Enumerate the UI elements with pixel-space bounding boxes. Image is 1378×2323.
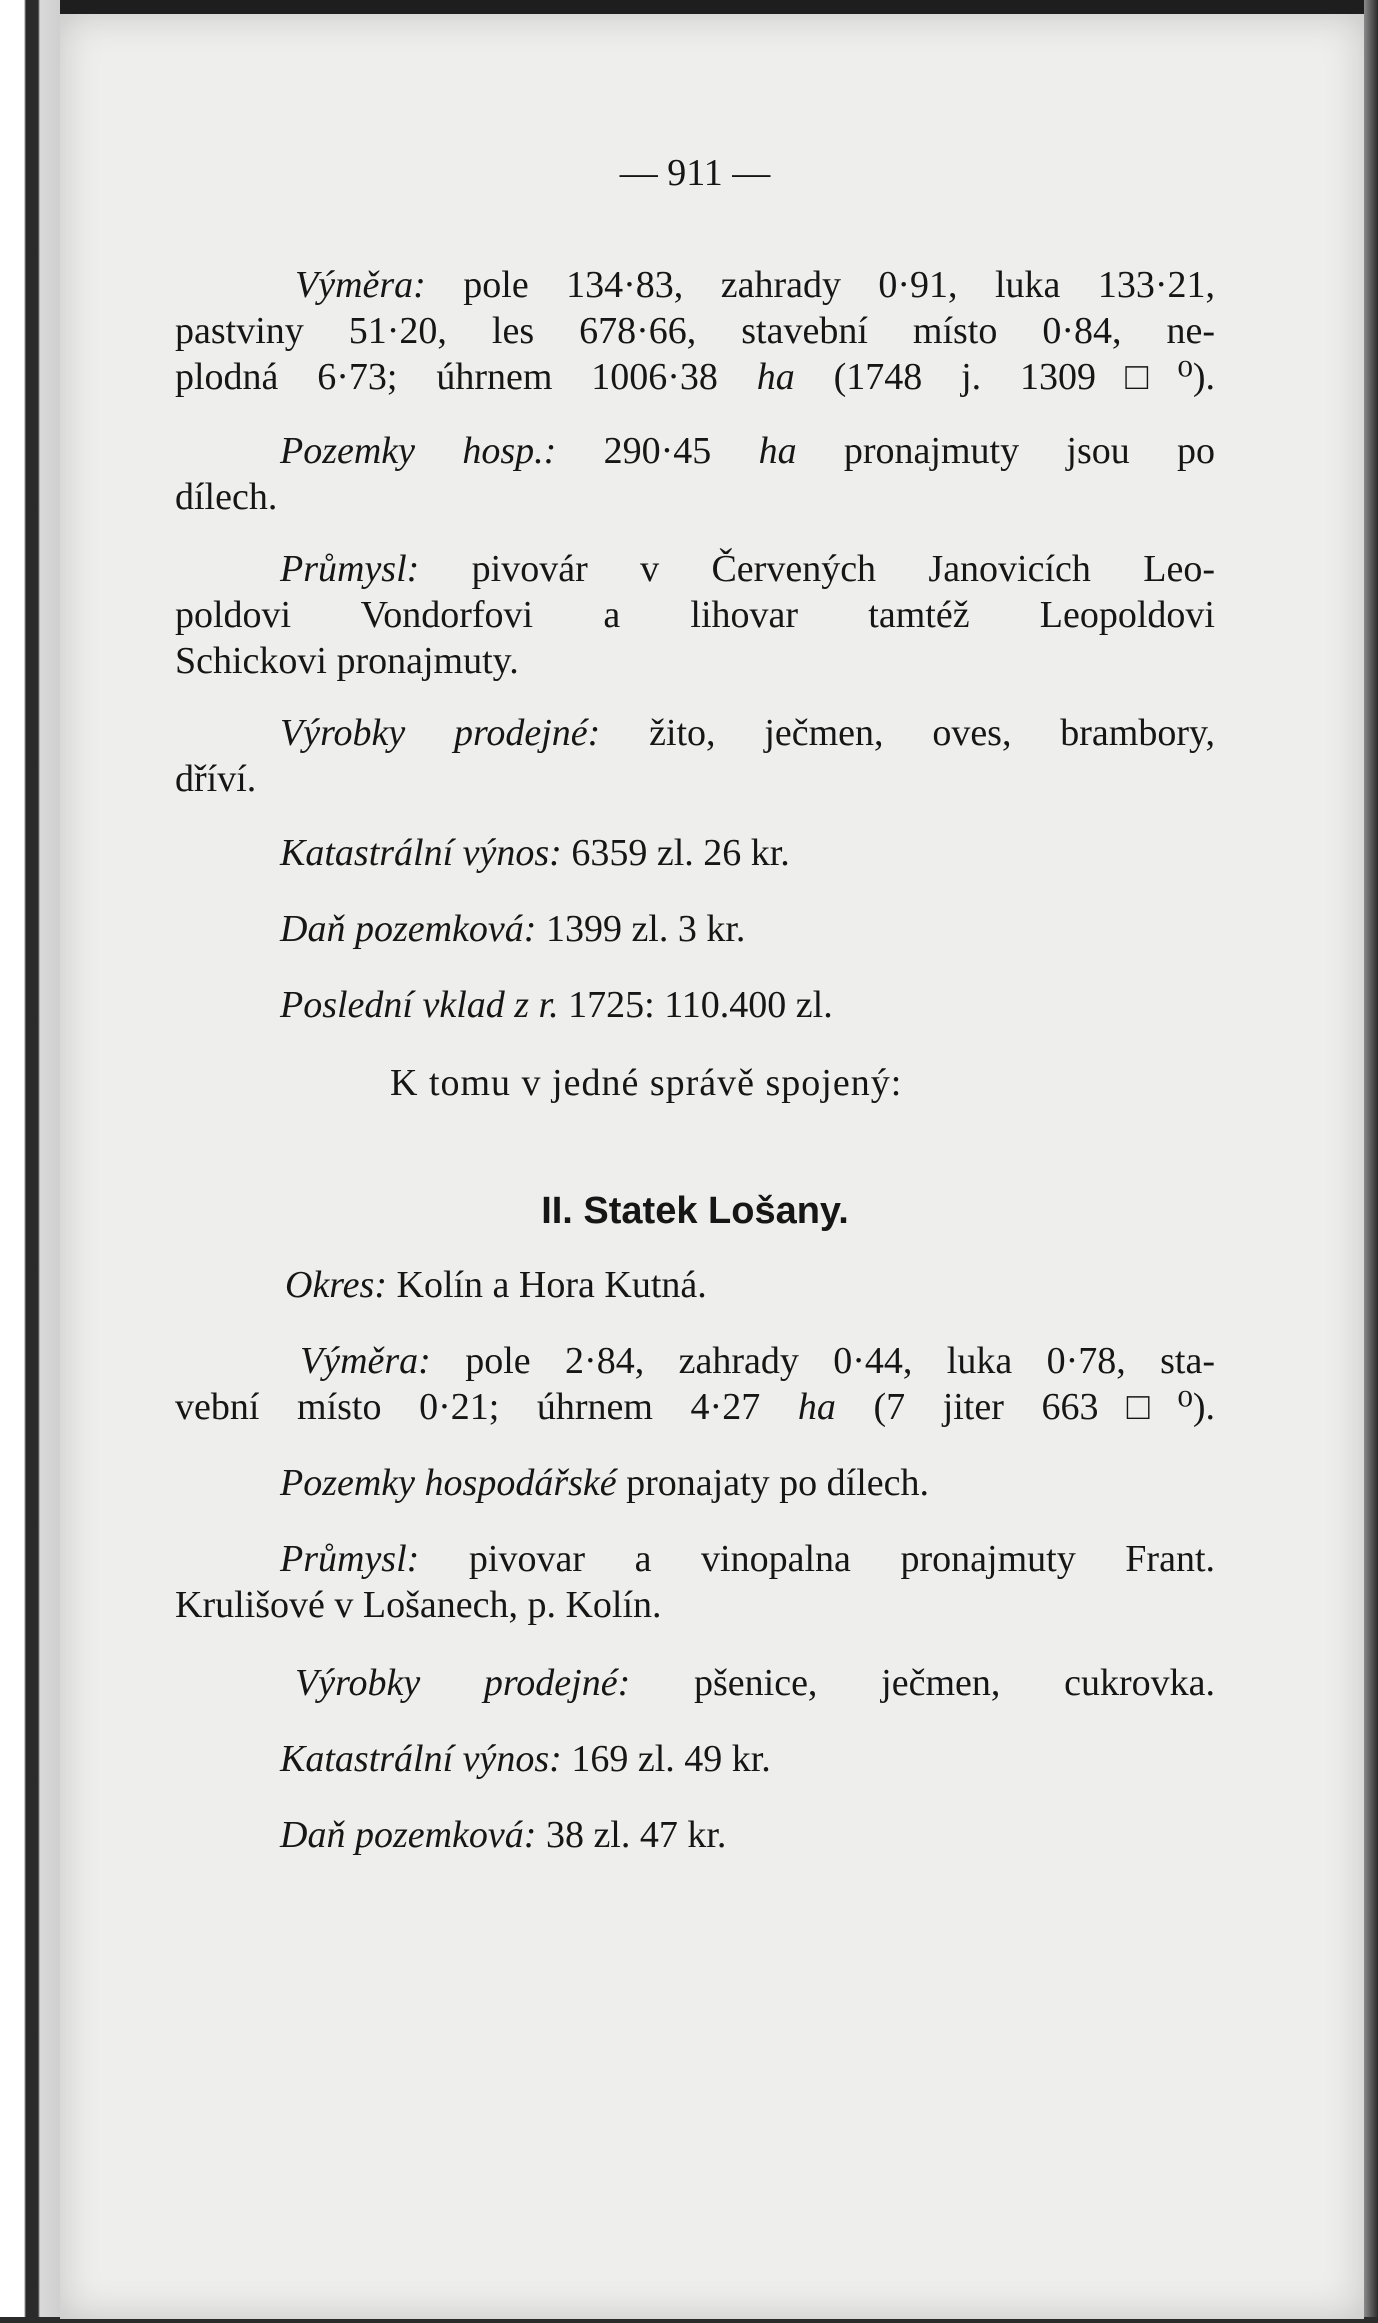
vymera2-line-2: vební místo 0·21; úhrnem 4·27 ha (7 jiter 663□⁰). (175, 1386, 1216, 1428)
vklad-line: Poslední vklad z r. 1725: 110.400 zl. (280, 984, 833, 1026)
prumysl-label: Průmysl: (280, 548, 420, 590)
okres-line: Okres: Kolín a Hora Kutná. (285, 1264, 707, 1306)
section-heading: II. Statek Lošany. (541, 1190, 849, 1232)
katastralni2-label: Katastrální výnos: (280, 1738, 562, 1780)
vymera-label: Výměra: (295, 264, 426, 306)
vyrobky2-line: Výrobky prodejné: pšenice, ječmen, cukrovka. (295, 1662, 1215, 1704)
dan-label: Daň pozemková: (280, 908, 537, 950)
scan-right-border (1364, 0, 1378, 2323)
scan-top-border (0, 0, 1378, 14)
dan-line: Daň pozemková: 1399 zl. 3 kr. (280, 908, 746, 950)
pozemky-line-2: dílech. (175, 476, 278, 518)
prumysl-line-3: Schickovi pronajmuty. (175, 640, 519, 682)
dan2-line: Daň pozemková: 38 zl. 47 kr. (280, 1814, 727, 1856)
vymera-line-3: plodná 6·73; úhrnem 1006·38 ha (1748 j. 1309□⁰). (175, 356, 1215, 398)
prumysl2-line-2: Krulišové v Lošanech, p. Kolín. (175, 1584, 662, 1626)
vklad-label: Poslední vklad z r. (280, 984, 559, 1026)
vymera2-line-1: Výměra: pole 2·84, zahrady 0·44, luka 0·78, sta- (300, 1340, 1215, 1382)
dan2-label: Daň pozemková: (280, 1814, 537, 1856)
pozemky-label: Pozemky hosp.: (280, 430, 557, 472)
okres-label: Okres: (285, 1264, 387, 1306)
vyrobky-line-1: Výrobky prodejné: žito, ječmen, oves, brambory, (280, 712, 1216, 754)
vyrobky-line-2: dříví. (175, 758, 257, 800)
pozemky-line-1: Pozemky hosp.: 290·45 ha pronajmuty jsou po (280, 430, 1216, 472)
scan-left-border (0, 0, 60, 2323)
page-number: — 911 — (619, 152, 771, 194)
vyrobky2-label: Výrobky prodejné: (295, 1662, 631, 1704)
vyrobky-label: Výrobky prodejné: (280, 712, 601, 754)
vymera2-label: Výměra: (300, 1340, 431, 1382)
vymera-line-2: pastviny 51·20, les 678·66, stavební místo 0·84, ne- (175, 310, 1215, 352)
katastralni2-line: Katastrální výnos: 169 zl. 49 kr. (280, 1738, 771, 1780)
prumysl-line-2: poldovi Vondorfovi a lihovar tamtéž Leopoldovi (175, 594, 1215, 636)
pozemky2-label: Pozemky hospodářské (280, 1462, 617, 1504)
prumysl-line-1: Průmysl: pivovár v Červených Janovicích Leo- (280, 548, 1215, 590)
k-tomu-line: K tomu v jedné správě spojený: (390, 1062, 903, 1104)
prumysl2-line-1: Průmysl: pivovar a vinopalna pronajmuty Frant. (280, 1538, 1216, 1580)
katastralni-line: Katastrální výnos: 6359 zl. 26 kr. (280, 832, 790, 874)
katastralni-label: Katastrální výnos: (280, 832, 562, 874)
pozemky2-line: Pozemky hospodářské pronajaty po dílech. (280, 1462, 929, 1504)
vymera-line-1: Výměra: pole 134·83, zahrady 0·91, luka 133·21, (295, 264, 1215, 306)
prumysl2-label: Průmysl: (280, 1538, 420, 1580)
